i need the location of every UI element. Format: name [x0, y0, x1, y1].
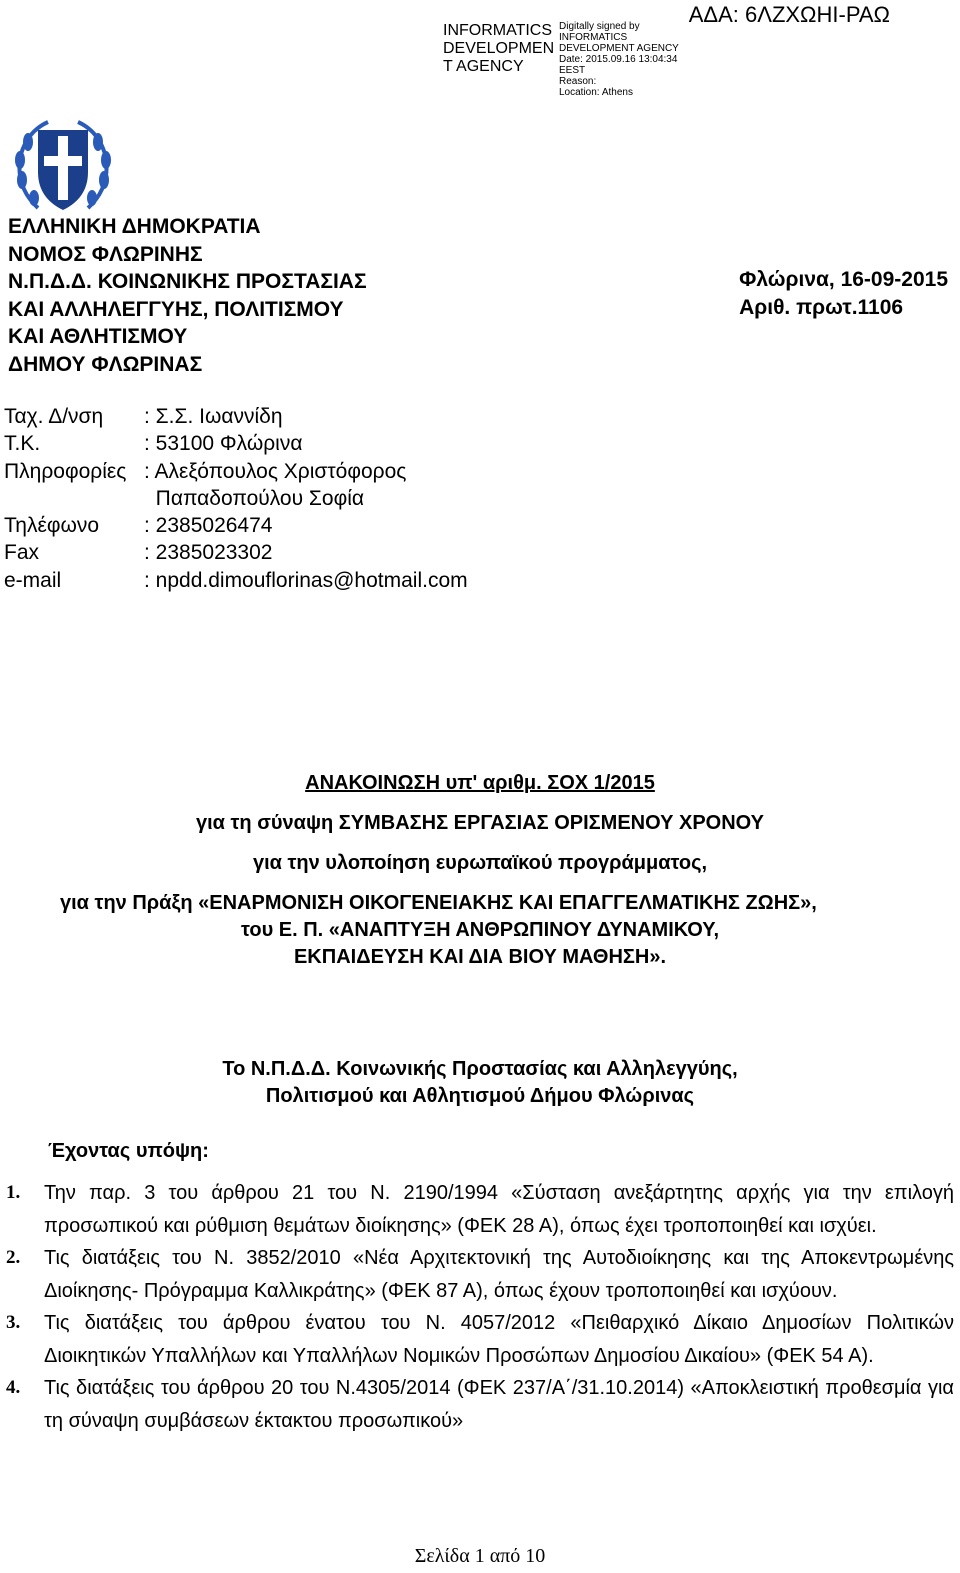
organization-line: Πολιτισμού και Αθλητισμού Δήμου Φλώρινας	[265, 1085, 695, 1107]
header-line: ΚΑΙ ΑΘΛΗΤΙΣΜΟΥ	[8, 325, 188, 348]
list-item	[6, 1372, 954, 1437]
list-item-text: Τις διατάξεις του άρθρου ένατου του Ν. 4057/2012 «Πειθαρχικό Δίκαιο Δημοσίων Πολιτικών Διοικητικών Υπαλλήλων και Υπαλλήλων Νομικών Προσώπων Δημοσίου Δικαίου» (ΦΕΚ 54 Α).	[44, 1312, 954, 1367]
considerations-list	[6, 1177, 954, 1437]
announcement-line: για την Πράξη «ΕΝΑΡΜΟΝΙΣΗ ΟΙΚΟΓΕΝΕΙΑΚΗΣ ΚΑΙ ΕΠΑΓΓΕΛΜΑΤΙΚΗΣ ΖΩΗΣ»,	[60, 892, 817, 914]
list-item-number: 4.	[6, 1377, 21, 1398]
contact-value: : Αλεξόπουλος Χριστόφορος	[144, 459, 407, 483]
list-item-text: Την παρ. 3 του άρθρου 21 του Ν. 2190/1994 «Σύσταση ανεξάρτητης αρχής για την επιλογή προσωπικού και ρύθμιση θεμάτων διοίκησης» (ΦΕΚ 28 Α), όπως έχει τροποποιηθεί και ισχύει.	[44, 1182, 954, 1237]
contact-label: e-mail	[4, 568, 62, 592]
signature-details	[559, 21, 679, 98]
greek-emblem-icon	[8, 110, 118, 220]
signature-org-line: T AGENCY	[443, 58, 524, 75]
announcement-line: του Ε. Π. «ΑΝΑΠΤΥΞΗ ΑΝΘΡΩΠΙΝΟΥ ΔΥΝΑΜΙΚΟΥ,	[240, 919, 720, 941]
contact-row	[4, 458, 468, 485]
ada-code: ΑΔΑ: 6ΛΖΧΩΗΙ-ΡΑΩ	[688, 2, 890, 27]
list-item-text: Τις διατάξεις του άρθρου 20 του Ν.4305/2014 (ΦΕΚ 237/Α΄/31.10.2014) «Αποκλειστική προθεσμία για τη σύναψη συμβάσεων έκτακτου προσωπικού»	[44, 1377, 954, 1432]
signature-detail-line: EEST	[559, 65, 586, 76]
header-line: ΔΗΜΟΥ ΦΛΩΡΙΝΑΣ	[8, 352, 203, 376]
signature-organization	[443, 22, 558, 76]
signature-detail-line: Reason:	[559, 76, 597, 87]
list-item-number: 1.	[6, 1182, 21, 1203]
contact-value: : 2385026474	[144, 514, 273, 538]
list-item	[6, 1177, 954, 1242]
list-item-number: 3.	[6, 1312, 21, 1333]
document-date: Φλώρινα, 16-09-2015	[739, 268, 948, 291]
contact-value: Παπαδοπούλου Σοφία	[144, 486, 364, 510]
organization-line: Το Ν.Π.Δ.Δ. Κοινωνικής Προστασίας και Αλληλεγγύης,	[222, 1058, 738, 1080]
list-item	[6, 1242, 954, 1307]
header-line: ΝΟΜΟΣ ΦΛΩΡΙΝΗΣ	[8, 242, 203, 266]
issuer-header	[8, 213, 367, 378]
contact-row	[4, 485, 468, 512]
announcement-line: για την υλοποίηση ευρωπαϊκού προγράμματος,	[252, 852, 708, 874]
signature-detail-line: Location: Athens	[559, 87, 633, 98]
contact-label: Τ.Κ.	[4, 432, 41, 456]
having-considered-heading: Έχοντας υπόψη:	[48, 1140, 209, 1162]
contact-row	[4, 512, 468, 539]
contact-value: : 53100 Φλώρινα	[144, 432, 303, 456]
announcement-title-text: ΑΝΑΚΟΙΝΩΣΗ υπ' αριθμ. ΣΟΧ 1/2015	[305, 772, 655, 794]
announcement-line: για τη σύναψη ΣΥΜΒΑΣΗΣ ΕΡΓΑΣΙΑΣ ΟΡΙΣΜΕΝΟΥ ΧΡΟΝΟΥ	[195, 812, 765, 834]
announcement-title	[0, 772, 960, 795]
contact-label: Fax	[4, 541, 40, 565]
list-item-number: 2.	[6, 1247, 21, 1268]
header-line: ΕΛΛΗΝΙΚΗ ΔΗΜΟΚΡΑΤΙΑ	[8, 215, 261, 238]
header-line: ΚΑΙ ΑΛΛΗΛΕΓΓΥΗΣ, ΠΟΛΙΤΙΣΜΟΥ	[8, 297, 344, 321]
contact-row	[4, 430, 468, 457]
signature-org-line: INFORMATICS	[443, 22, 553, 39]
header-line: Ν.Π.Δ.Δ. ΚΟΙΝΩΝΙΚΗΣ ΠΡΟΣΤΑΣΙΑΣ	[8, 270, 367, 293]
signature-org-line: DEVELOPMEN	[443, 40, 555, 57]
list-item-text: Τις διατάξεις του Ν. 3852/2010 «Νέα Αρχιτεκτονική της Αυτοδιοίκησης και της Αποκεντρωμένης Διοίκησης- Πρόγραμμα Καλλικράτης» (ΦΕΚ 87 Α), όπως έχουν τροποποιηθεί και ισχύουν.	[44, 1247, 954, 1302]
contact-label: Πληροφορίες	[4, 459, 127, 483]
announcement-line: ΕΚΠΑΙΔΕΥΣΗ ΚΑΙ ΔΙΑ ΒΙΟΥ ΜΑΘΗΣΗ».	[293, 946, 667, 968]
date-protocol-block	[739, 266, 948, 321]
contact-row	[4, 403, 468, 430]
signature-detail-line: Date: 2015.09.16 13:04:34	[559, 54, 678, 65]
signature-detail-line: Digitally signed by	[559, 21, 640, 32]
contact-row	[4, 567, 468, 594]
contact-row	[4, 539, 468, 566]
contact-info	[4, 403, 468, 594]
signature-detail-line: INFORMATICS	[559, 32, 628, 43]
email-link[interactable]: : npdd.dimouflorinas@hotmail.com	[144, 568, 468, 592]
contact-value: : Σ.Σ. Ιωαννίδη	[144, 405, 283, 428]
signature-detail-line: DEVELOPMENT AGENCY	[559, 43, 679, 54]
list-item	[6, 1307, 954, 1372]
protocol-number: Αριθ. πρωτ.1106	[739, 295, 904, 319]
page-number-footer: Σελίδα 1 από 10	[414, 1545, 546, 1567]
contact-label: Τηλέφωνο	[4, 514, 100, 538]
contact-label: Ταχ. Δ/νση	[4, 405, 104, 428]
contact-label	[4, 485, 144, 512]
contact-value: : 2385023302	[144, 541, 273, 565]
